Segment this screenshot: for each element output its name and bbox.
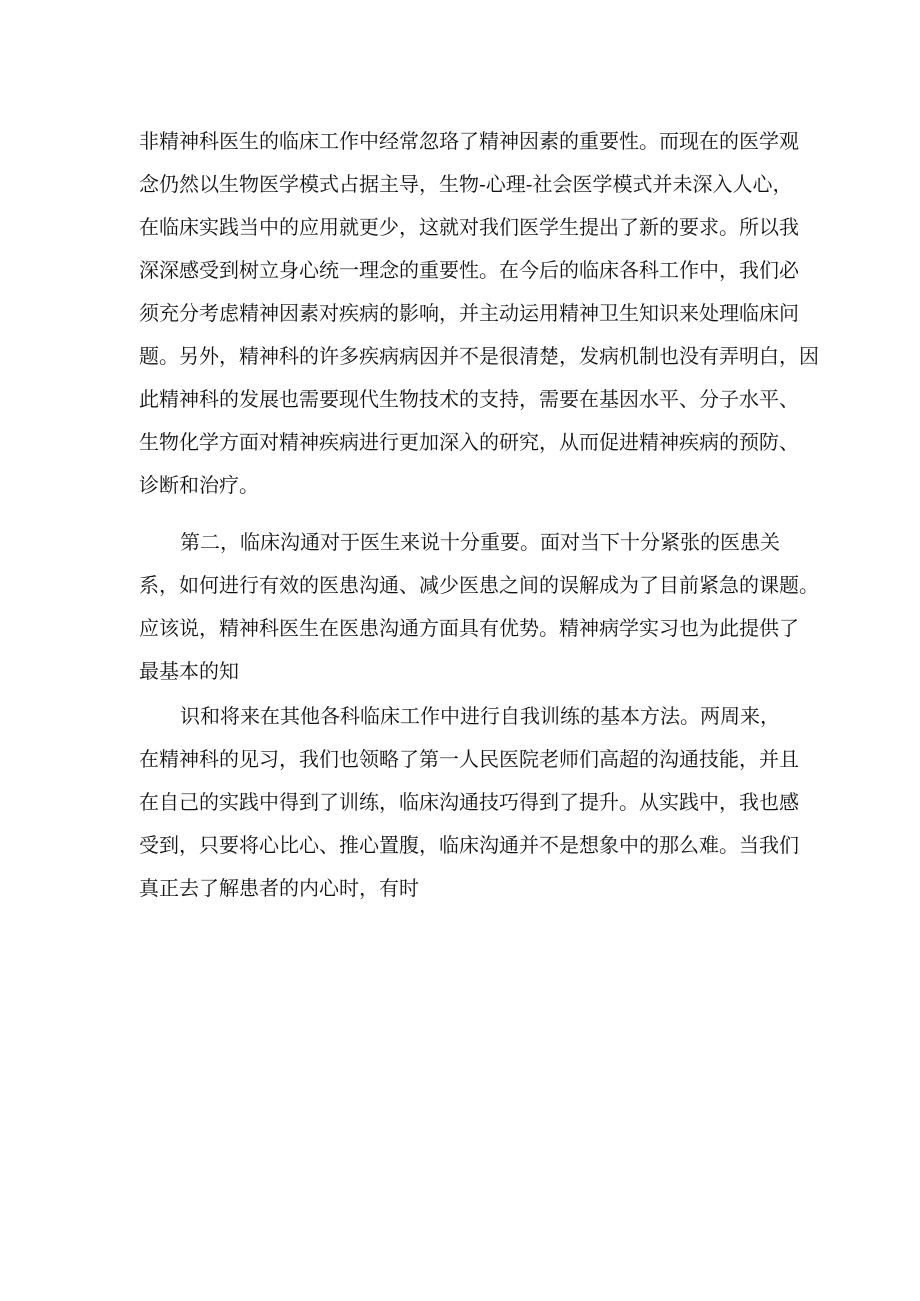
text-line: 在自己的实践中得到了训练，临床沟通技巧得到了提升。从实践中，我也感: [139, 790, 799, 814]
text-line: 题。另外，精神科的许多疾病病因并不是很清楚，发病机制也没有弄明白，因: [139, 344, 819, 368]
text-line: 应该说，精神科医生在医患沟通方面具有优势。精神病学实习也为此提供了: [139, 616, 799, 640]
text-line: 第二，临床沟通对于医生来说十分重要。面对当下十分紧张的医患关: [180, 530, 780, 554]
text-line: 受到，只要将心比心、推心置腹，临床沟通并不是想象中的那么难。当我们: [139, 833, 799, 857]
text-line: 识和将来在其他各科临床工作中进行自我训练的基本方法。两周来，: [180, 704, 780, 728]
text-line: 生物化学方面对精神疾病进行更加深入的研究，从而促进精神疾病的预防、: [139, 430, 799, 454]
text-line: 非精神科医生的临床工作中经常忽珞了精神因素的重要性。而现在的医学观: [139, 129, 799, 153]
text-line: 须充分考虑精神因素对疾病的影响，并主动运用精神卫生知识来处理临床问: [139, 301, 799, 325]
text-line: 诊断和治疗。: [139, 473, 259, 497]
text-line: 在精神科的见习，我们也领略了第一人民医院老师们高超的沟通技能，并且: [139, 747, 799, 771]
text-line: 深深感受到树立身心统一理念的重要性。在今后的临床各科工作中，我们必: [139, 258, 799, 282]
text-line: 此精神科的发展也需要现代生物技术的支持，需要在基因水平、分子水平、: [139, 387, 799, 411]
text-line: 系，如何进行有效的医患沟通、减少医患之间的误解成为了目前紧急的课题。: [139, 573, 819, 597]
text-line: 真正去了解患者的内心时，有时: [139, 876, 419, 900]
text-line: 在临床实践当中的应用就更少，这就对我们医学生提出了新的要求。所以我: [139, 215, 799, 239]
text-line: 念仍然以生物医学模式占据主导，生物-心理-社会医学模式并未深入人心，: [139, 172, 793, 196]
text-line: 最基本的知: [139, 659, 239, 683]
